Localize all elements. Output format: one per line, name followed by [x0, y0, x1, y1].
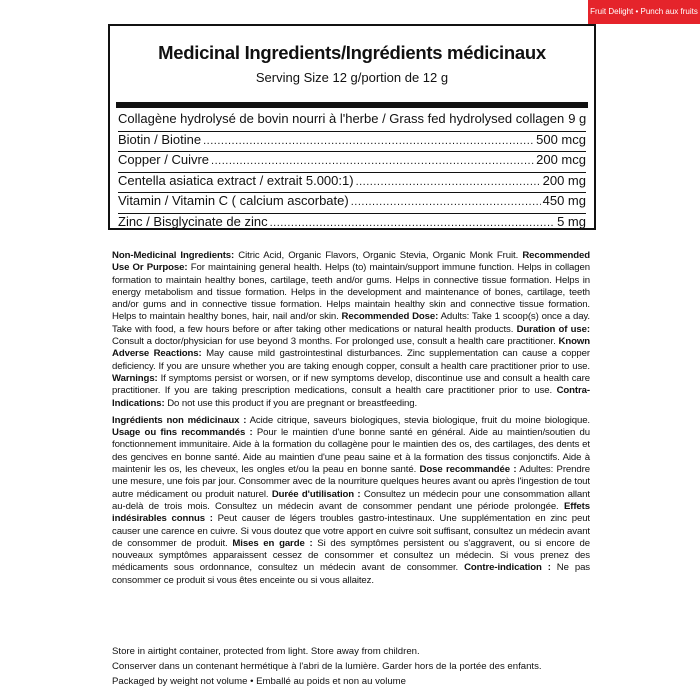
ingredient-name: Copper / Cuivre	[118, 152, 210, 167]
use-label-fr: Usage ou fins recommandés :	[112, 427, 253, 439]
leader-dots	[270, 217, 556, 229]
use-text: For maintaining general health. Helps (to) maintain/support immune function. Helps in collagen formation to maintain healthy bones, cartilage, teeth and/or gums. Helps in connective tissue formation. Helps in energy metabolism and tissue formation. Helps in the development and maintenance of bones, cartilage, teeth and/or gums and in connective tissue formation. Helps maintain healthy skin and connective tissue formation. Helps to maintain healthy bones, hair, nail and/or skin.	[112, 262, 591, 323]
warnings-text: If symptoms persist or worsen, or if new symptoms develop, discontinue use and consult a health care practitioner. If you are taking prescription medications, consult a health care practitioner prior to use.	[112, 372, 590, 397]
use-label: Recommended Use Or Purpose:	[112, 250, 591, 274]
ingredient-row	[118, 132, 586, 153]
french-paragraph	[112, 415, 590, 587]
ingredient-name: Vitamin / Vitamin C ( calcium ascorbate)	[118, 193, 349, 208]
ingredient-amount: 200 mg	[542, 172, 586, 188]
dose-text-fr: Adultes: Prendre une mesure, une fois par jour. Consommer avec de la nourriture quelques heures avant ou après l'ingestion de tout autre médicament ou produit naturel.	[112, 464, 590, 500]
effects-text-fr: Peut causer de légers troubles gastro-intestinaux. Une supplémentation en zinc peut causer une carence en cuivre. Si vous doutez que votre apport en cuivre soit suffisant, consultez un médecin avant de consommer de produit.	[112, 513, 591, 549]
adverse-label: Known Adverse Reactions:	[112, 336, 590, 360]
storage-line-en: Store in airtight container, protected from light. Store away from children.	[112, 646, 420, 657]
effects-label-fr: Effets indésirables connus :	[112, 500, 590, 525]
warnings-text-fr: Si des symptômes persistent ou s'aggravent, ou si encore de nouveaux symptômes apparaissent cessez de consommer et consultez un médecin. Si vous prenez des médicaments sous ordonnance, consultez un médecin avant de consommer.	[112, 537, 590, 574]
ingredient-amount: 9 g	[568, 111, 587, 126]
packaging-note: Packaged by weight not volume • Emballé au poids et non au volume	[112, 676, 407, 687]
leader-dots	[351, 196, 541, 208]
contra-text-fr: Ne pas consommer ce produit si vous êtes enceinte ou si vous allaitez.	[112, 562, 590, 586]
leader-dots	[203, 135, 534, 147]
contra-label: Contra-Indications:	[112, 385, 590, 409]
medicinal-title: Medicinal Ingredients/Ingrédients médicinaux	[158, 42, 546, 63]
flavor-tag: Fruit Delight • Punch aux fruits	[588, 0, 700, 24]
ingredient-amount: 450 mg	[542, 193, 586, 208]
ingredient-row	[118, 214, 586, 234]
duration-label-fr: Durée d'utilisation :	[271, 488, 361, 500]
ingredient-name: Collagène hydrolysé de bovin nourri à l'herbe / Grass fed hydrolysed collagen	[118, 111, 565, 126]
ingredient-row	[118, 193, 586, 214]
adverse-text: May cause mild gastrointestinal disturbances. Zinc supplementation can cause a copper deficiency. If you are unsure whether you are taking enough copper, consult a health care practitioner prior to use.	[112, 348, 590, 372]
nonmed-text: Citric Acid, Organic Flavors, Organic Stevia, Organic Monk Fruit.	[234, 250, 523, 261]
dose-label-fr: Dose recommandée :	[419, 464, 517, 476]
dose-text: Adults: Take 1 scoop(s) once a day. Take with food, a few hours before or after taking other medications or natural health products.	[112, 311, 590, 335]
dose-label: Recommended Dose:	[341, 311, 439, 323]
storage-info	[112, 644, 590, 689]
warnings-label-fr: Mises en garde :	[232, 537, 313, 549]
ingredient-name: Zinc / Bisglycinate de zinc	[118, 213, 268, 229]
storage-line-fr: Conserver dans un contenant hermétique à l'abri de la lumière. Garder hors de la portée des enfants.	[112, 661, 542, 672]
nonmed-label-fr: Ingrédients non médicinaux :	[112, 414, 247, 426]
warnings-label: Warnings:	[112, 372, 158, 384]
ingredient-row	[118, 173, 586, 194]
ingredient-amount: 5 mg	[557, 213, 586, 229]
medicinal-ingredients-panel	[108, 24, 596, 230]
duration-label: Duration of use:	[516, 323, 591, 335]
ingredient-list	[118, 111, 586, 233]
contra-label-fr: Contre-indication :	[464, 562, 551, 574]
ingredient-row	[118, 111, 586, 132]
ingredient-amount: 500 mcg	[536, 131, 586, 147]
nonmed-label: Non-Medicinal Ingredients:	[112, 250, 235, 261]
english-paragraph	[112, 250, 590, 410]
ingredient-name: Biotin / Biotine	[118, 131, 202, 147]
label-information	[112, 250, 590, 587]
ingredient-row	[118, 152, 586, 173]
duration-text-fr: Consultez un médecin pour une consommation allant au-delà de trois mois. Consultez un médecin avant de consommer pendant une période prolongée.	[112, 488, 590, 512]
serving-size: Serving Size 12 g/portion de 12 g	[255, 70, 449, 85]
leader-dots	[356, 176, 541, 188]
divider-thick	[116, 102, 588, 108]
duration-text: Consult a doctor/physician for use beyond 3 months. For prolonged use, consult a health care practitioner.	[112, 336, 559, 348]
leader-dots	[211, 155, 534, 167]
ingredient-name: Centella asiatica extract / extrait 5.000:1)	[118, 172, 354, 188]
use-text-fr: Pour le maintien d'une bonne santé en général. Aide au maintien/soutien du fonctionnement immunitaire. Aide à la formation du collagène pour le maintien des os, des cartilages, des dents et des gencives en bonne santé. Aide au maintien d'une peau saine et à la formation des tissus conjonctifs. Aide à maintenir les os, les cheveux, les ongles et/ou la peau en bonne santé.	[112, 427, 590, 476]
nonmed-text-fr: Acide citrique, saveurs biologiques, stevia biologique, fruit du moine biologique.	[246, 414, 591, 426]
contra-text: Do not use this product if you are pregnant or breastfeeding.	[164, 397, 418, 409]
ingredient-amount: 200 mcg	[536, 152, 586, 167]
